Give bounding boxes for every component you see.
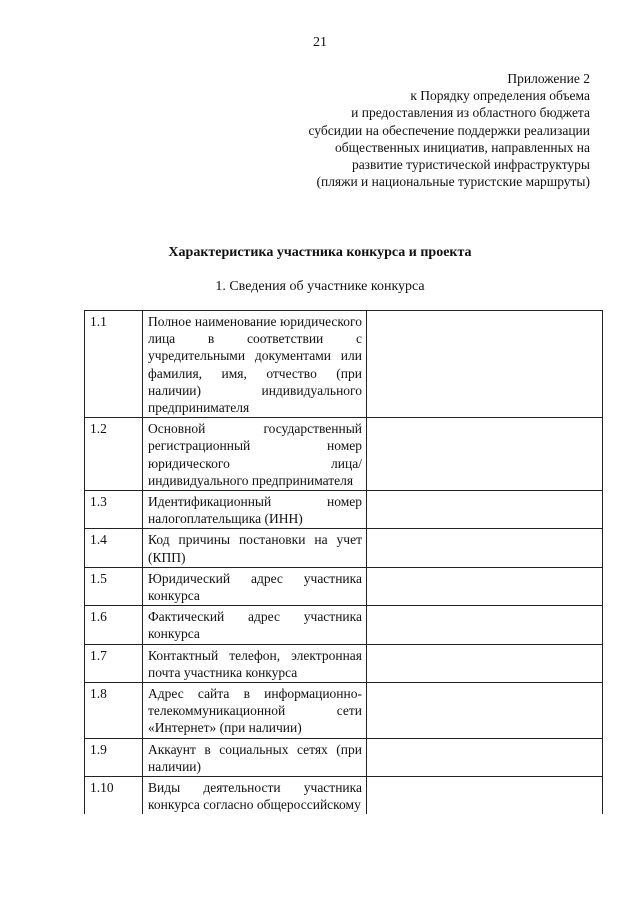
row-label: Виды деятельности участника конкурса согласно общероссийскому (143, 777, 367, 815)
table-row (85, 491, 603, 529)
row-number: 1.2 (85, 418, 143, 491)
row-number: 1.8 (85, 683, 143, 739)
row-label: Аккаунт в социальных сетях (при наличии) (143, 738, 367, 776)
row-number: 1.5 (85, 567, 143, 605)
table-row (85, 683, 603, 739)
participant-info-table (84, 310, 603, 814)
row-value[interactable] (367, 567, 603, 605)
table-row (85, 606, 603, 644)
row-number: 1.3 (85, 491, 143, 529)
section-title: 1. Сведения об участнике конкурса (215, 279, 425, 294)
page-number: 21 (313, 35, 327, 50)
row-number: 1.1 (85, 311, 143, 418)
table-row (85, 311, 603, 418)
appendix-header (230, 70, 590, 190)
row-value[interactable] (367, 738, 603, 776)
row-label: Адрес сайта в информационно-телекоммуникационной сети «Интернет» (при наличии) (143, 683, 367, 739)
row-value[interactable] (367, 311, 603, 418)
row-number: 1.9 (85, 738, 143, 776)
row-value[interactable] (367, 606, 603, 644)
row-value[interactable] (367, 491, 603, 529)
row-label: Идентификационный номер налогоплательщика (ИНН) (143, 491, 367, 529)
row-label: Фактический адрес участника конкурса (143, 606, 367, 644)
appendix-line: общественных инициатив, направленных на (335, 139, 590, 155)
table-row (85, 738, 603, 776)
appendix-line: (пляжи и национальные туристские маршруты) (316, 174, 590, 190)
appendix-line: к Порядку определения объема (410, 88, 590, 104)
row-label: Юридический адрес участника конкурса (143, 567, 367, 605)
row-number: 1.4 (85, 529, 143, 567)
row-value[interactable] (367, 777, 603, 815)
row-number: 1.10 (85, 777, 143, 815)
row-label: Код причины постановки на учет (КПП) (143, 529, 367, 567)
appendix-line: и предоставления из областного бюджета (351, 105, 590, 121)
table-row (85, 567, 603, 605)
table-row (85, 644, 603, 682)
row-value[interactable] (367, 418, 603, 491)
appendix-line: субсидии на обеспечение поддержки реализации (308, 122, 590, 138)
row-number: 1.6 (85, 606, 143, 644)
row-value[interactable] (367, 529, 603, 567)
row-label: Основной государственный регистрационный номер юридического лица/ индивидуального предпринимателя (143, 418, 367, 491)
row-label: Контактный телефон, электронная почта участника конкурса (143, 644, 367, 682)
row-value[interactable] (367, 683, 603, 739)
row-number: 1.7 (85, 644, 143, 682)
row-value[interactable] (367, 644, 603, 682)
appendix-line: Приложение 2 (507, 71, 590, 86)
table-row (85, 777, 603, 815)
table-row (85, 529, 603, 567)
table-row (85, 418, 603, 491)
appendix-line: развитие туристической инфраструктуры (351, 157, 590, 173)
row-label: Полное наименование юридического лица в соответствии с учредительными документами или фамилия, имя, отчество (при наличии) индивидуального предпринимателя (143, 311, 367, 418)
document-title: Характеристика участника конкурса и проекта (168, 245, 472, 260)
